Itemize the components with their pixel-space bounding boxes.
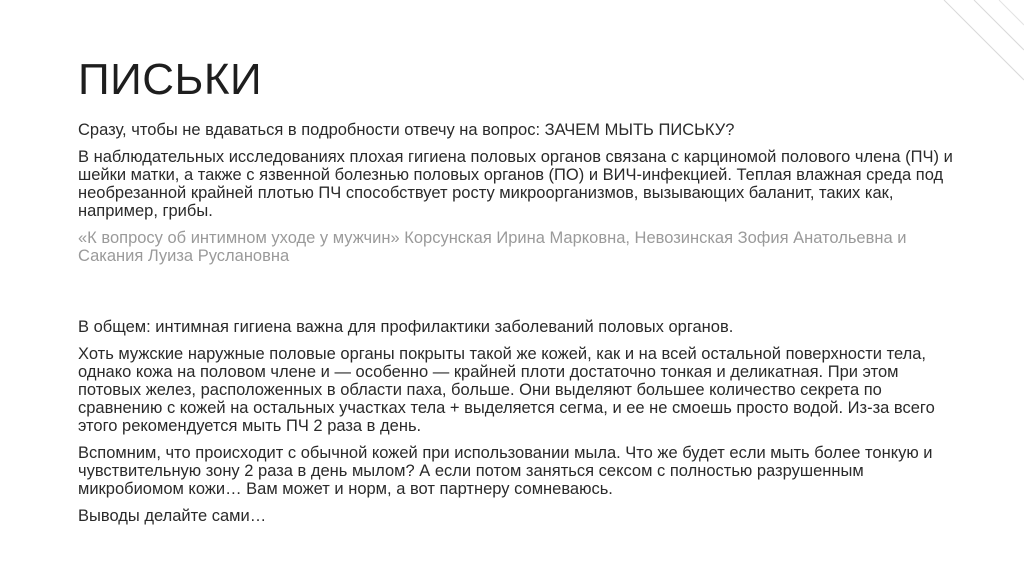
soap-paragraph: Вспомним, что происходит с обычной кожей при использовании мыла. Что же будет если мыть более тонкую и чувствительную зону 2 раза в день мылом? А если потом заняться сексом с полностью разрушенным микробиомом кожи… Вам может и норм, а вот партнеру сомневаюсь. — [78, 444, 933, 498]
source-citation: «К вопросу об интимном уходе у мужчин» Корсунская Ирина Марковна, Невозинская Зофия Анатольевна и Сакания Луиза Руслановна — [78, 229, 907, 265]
spacer — [78, 274, 958, 318]
slide-body — [78, 121, 958, 534]
slide-title: ПИСЬКИ — [78, 55, 263, 104]
intro-paragraph: Сразу, чтобы не вдаваться в подробности отвечу на вопрос: ЗАЧЕМ МЫТЬ ПИСЬКУ? — [78, 121, 735, 139]
skin-paragraph: Хоть мужские наружные половые органы покрыты такой же кожей, как и на всей остальной поверхности тела, однако кожа на половом члене и — особенно — крайней плоти достаточно тонкая и деликатная. При этом потовых желез, расположенных в области паха, больше. Они выделяют большее количество секрета по сравнению с кожей на остальных участках тела + выделяется сегма, и ее не смоешь просто водой. Из-за всего этого рекомендуется мыть ПЧ 2 раза в день. — [78, 345, 935, 435]
conclusion-paragraph: Выводы делайте сами… — [78, 507, 267, 525]
summary-paragraph: В общем: интимная гигиена важна для профилактики заболеваний половых органов. — [78, 318, 734, 336]
research-paragraph: В наблюдательных исследованиях плохая гигиена половых органов связана с карциномой полового члена (ПЧ) и шейки матки, а также с язвенной болезнью половых органов (ПО) и ВИЧ-инфекцией. Теплая влажная среда под необрезанной крайней плотью ПЧ способствует росту микроорганизмов, вызывающих баланит, таких как, например, грибы. — [78, 148, 953, 220]
corner-decoration — [904, 0, 1024, 100]
